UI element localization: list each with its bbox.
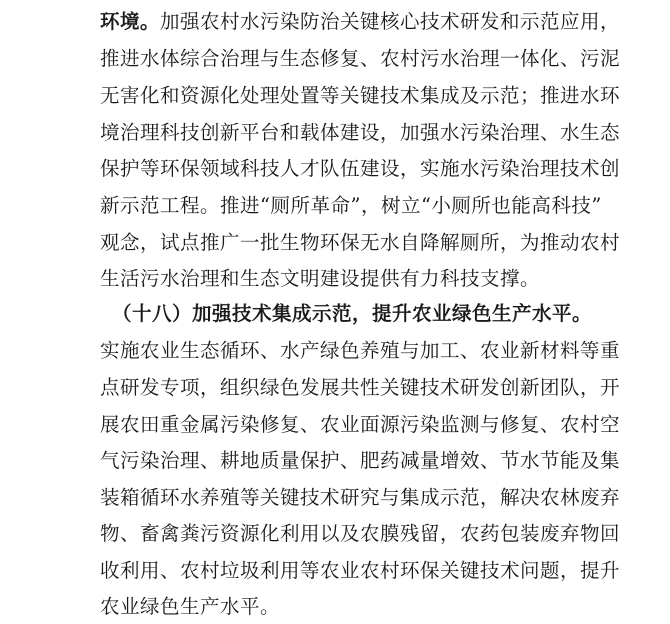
paragraph1-line-1-text: 加强农村水污染防治关键核心技术研发和示范应用，: [160, 10, 621, 33]
section18-heading: （十八）加强技术集成示范，提升农业绿色生产水平。: [112, 302, 593, 325]
section18-line-1: 实施农业生态循环、水产绿色养殖与加工、农业新材料等重: [100, 339, 621, 362]
section18-line-3: 展农田重金属污染修复、农业面源污染监测与修复、农村空: [100, 413, 621, 436]
paragraph1-bold-lead: 环境。: [100, 10, 161, 33]
paragraph1-line-4: 境治理科技创新平台和载体建设，加强水污染治理、水生态: [100, 121, 621, 144]
paragraph1-line-6: 新示范工程。推进“厕所革命”，树立“小厕所也能高科技”: [100, 194, 602, 217]
section18-line-2: 点研发专项，组织绿色发展共性关键技术研发创新团队，开: [100, 376, 621, 399]
paragraph1-line-8: 生活污水治理和生态文明建设提供有力科技支撑。: [100, 267, 541, 290]
section18-line-7: 收利用、农村垃圾利用等农业农村环保关键技术问题，提升: [100, 559, 621, 582]
section18-line-6: 物、畜禽粪污资源化利用以及农膜残留，农药包装废弃物回: [100, 522, 621, 545]
section18-line-5: 装箱循环水养殖等关键技术研究与集成示范，解决农林废弃: [100, 486, 621, 509]
paragraph1-line-2: 推进水体综合治理与生态修复、农村污水治理一体化、污泥: [100, 47, 621, 70]
section18-line-4: 气污染治理、耕地质量保护、肥药减量增效、节水节能及集: [100, 449, 621, 472]
section18-line-8: 农业绿色生产水平。: [100, 595, 281, 618]
paragraph1-line-1: [100, 7, 621, 37]
paragraph1-line-7: 观念，试点推广一批生物环保无水自降解厕所，为推动农村: [100, 231, 621, 254]
paragraph1-line-5: 保护等环保领域科技人才队伍建设，实施水污染治理技术创: [100, 157, 621, 180]
paragraph1-line-3: 无害化和资源化处理处置等关键技术集成及示范；推进水环: [100, 84, 621, 107]
